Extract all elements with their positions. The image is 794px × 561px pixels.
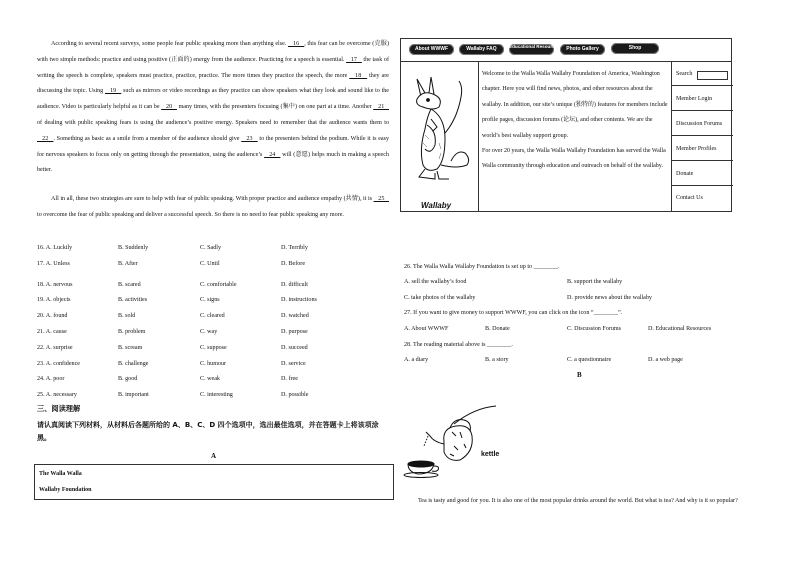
cloze-option: 25. A. necessary: [37, 392, 77, 398]
sidebar-member-login[interactable]: Member Login: [672, 88, 733, 111]
cloze-paragraph-1: [37, 37, 389, 179]
section-instruction: 请认真阅读下列材料，从材料后各题所给的 A、B、C、D 四个选项中，选出最佳选项，并在答题卡上将该项涂黑。: [37, 421, 379, 442]
cloze-text: will (意愿) helps much in making a speech better.: [37, 151, 389, 174]
cloze-option: 24. A. poor: [37, 376, 65, 382]
cloze-text: of dealing with public speaking fears is using the audience’s positive energy. Speakers need to remember that the audience wants them to: [37, 119, 389, 126]
section-heading: 三、阅读理解: [37, 404, 81, 413]
cloze-text: many times, with the presenters focusing (集中) on one part at a time. Another: [176, 104, 374, 111]
q27-option-a: A. About WWWF: [404, 326, 449, 332]
cloze-option: B. activities: [118, 297, 148, 303]
cloze-option: C. Until: [200, 261, 220, 267]
cloze-option: C. comfortable: [200, 282, 237, 288]
cloze-option: D. instructions: [281, 297, 317, 303]
cloze-option: B. sold: [118, 313, 136, 319]
cloze-option: D. watched: [281, 313, 309, 319]
cloze-paragraph-2: [37, 192, 389, 224]
cloze-blank: 21: [373, 104, 390, 111]
cloze-option: C. weak: [200, 376, 220, 382]
cloze-text: , this fear can be overcome (克服) with two simple methods: practice and using positive (正面的) energy from the audience. Practicing for a speech is essential.: [37, 41, 390, 63]
cloze-option: C. humour: [200, 361, 227, 367]
search-input[interactable]: [697, 71, 728, 80]
cloze-blank: 18: [349, 72, 368, 79]
cloze-text: According to several recent surveys, some people fear public speaking more than anything else.: [51, 41, 289, 47]
cloze-option: D. Before: [281, 261, 306, 267]
cloze-option: D. difficult: [281, 282, 308, 288]
nav-bar: [401, 39, 731, 62]
q26-option-c: C. take photos of the wallaby: [404, 295, 476, 301]
cloze-text: to the presenters behind the podium. While it is easy for nervous speakers to focus only on getting through the presentation, using the audience’s: [37, 135, 390, 158]
q26-option-d: D. provide news about the wallaby: [567, 295, 652, 301]
q28-option-b: B. a story: [485, 357, 509, 363]
question-28-stem: 28. The reading material above is ________.: [404, 342, 513, 348]
nav-educational-resources[interactable]: Educational Resources: [509, 44, 554, 55]
cloze-option: B. scared: [118, 282, 141, 288]
q27-option-b: B. Donate: [485, 326, 510, 332]
q27-option-d: D. Educational Resources: [648, 326, 712, 332]
cloze-option: 17. A. Unless: [37, 261, 70, 267]
cloze-text: . Something as basic as a smile from a member of the audience should give: [53, 135, 242, 142]
cloze-option: 21. A. cause: [37, 329, 67, 335]
cloze-option: C. suppose: [200, 345, 227, 351]
sidebar-discussion-forums[interactable]: Discussion Forums: [672, 113, 733, 136]
cloze-option: 16. A. Luckily: [37, 245, 73, 251]
cloze-blank: 19: [104, 88, 122, 95]
cloze-option: D. free: [281, 376, 298, 382]
question-26-stem: 26. The Walla Walla Wallaby Foundation is set up to ________.: [404, 264, 560, 270]
wallaby-illustration: [401, 69, 478, 189]
cloze-text: the task of writing the speech is complete, speakers must practice, practice, practice. The more times they practice the speech, the more: [37, 56, 389, 79]
sidebar-search: Search: [672, 63, 733, 86]
foundation-title-box: [34, 464, 394, 500]
cloze-option: B. Suddenly: [118, 245, 149, 251]
cloze-option: D. Terribly: [281, 245, 308, 251]
q27-option-c: C. Discussion Forums: [567, 326, 622, 332]
image-caption: Wallaby: [421, 201, 452, 210]
cloze-option: B. challenge: [118, 361, 149, 367]
cloze-blank: 25: [373, 196, 389, 202]
sidebar-contact-us[interactable]: Contact Us: [676, 195, 703, 201]
website-mockup: [400, 38, 732, 212]
sidebar-member-profiles[interactable]: Member Profiles: [672, 138, 733, 161]
question-27-stem: 27. If you want to give money to support WWWF, you can click on the icon “________”.: [404, 310, 623, 316]
cloze-option: C. way: [200, 329, 218, 335]
cloze-text: to overcome the fear of public speaking and deliver a successful speech. So there is no need to fear public speaking any more.: [37, 211, 344, 218]
sidebar-donate[interactable]: Donate: [672, 163, 733, 186]
kettle-illustration: [404, 402, 504, 478]
cloze-option: B. good: [118, 376, 138, 382]
cloze-option: D. purpose: [281, 329, 308, 335]
cloze-text: All in all, these two strategies are sure to help with fear of public speaking. With proper practice and audience empathy (共情), it is: [51, 196, 374, 202]
box-line-2: Wallaby Foundation: [39, 487, 92, 493]
cloze-option: D. possible: [281, 392, 309, 398]
nav-photo-gallery[interactable]: Photo Gallery: [560, 44, 605, 55]
cloze-blank: 16: [288, 41, 305, 47]
cloze-option: C. signs: [200, 297, 220, 303]
cloze-option: 18. A. nervous: [37, 282, 73, 288]
box-line-1: The Walla Walla: [39, 471, 82, 477]
cloze-option: D. succeed: [281, 345, 308, 351]
q28-option-c: C. a questionnaire: [567, 357, 612, 363]
nav-shop[interactable]: Shop: [611, 43, 659, 54]
cloze-option: D. service: [281, 361, 306, 367]
cloze-blank: 24: [264, 151, 281, 158]
nav-wallaby-faq[interactable]: Wallaby FAQ: [459, 44, 504, 55]
cloze-blank: 23: [241, 135, 258, 142]
cloze-option: B. important: [118, 392, 149, 398]
q28-option-d: D. a web page: [648, 357, 683, 363]
cloze-option: B. After: [118, 261, 138, 267]
nav-about-wwwf[interactable]: About WWWF: [409, 44, 454, 55]
cloze-option: 22. A. surprise: [37, 345, 73, 351]
cloze-blank: 22: [37, 135, 54, 142]
q28-option-a: A. a diary: [404, 357, 429, 363]
cloze-option: 20. A. found: [37, 313, 68, 319]
image-panel: [401, 61, 479, 212]
cloze-option: B. problem: [118, 329, 146, 335]
cloze-text: they are discussing the topic. Using: [37, 72, 389, 95]
cloze-option: C. interesting: [200, 392, 233, 398]
cloze-option: 23. A. confidence: [37, 361, 80, 367]
cloze-option: C. cleared: [200, 313, 225, 319]
cloze-blank: 17: [346, 56, 362, 63]
intro-text: Welcome to the Walla Walla Wallaby Foundation of America, Washington chapter. Here you will find news, photos, and other resources about the wallaby. In addition, our site’s unique (独特的) features for members include profile pages, discussion forums (论坛), and other contents. We are the world’s best wallaby support group. For over 20 years, the Walla Walla Wallaby Foundation has served the Walla Walla community through education and outreach on behalf of the wallaby.: [482, 71, 668, 170]
cloze-option: C. Sadly: [200, 245, 221, 251]
cloze-option: B. scream: [118, 345, 143, 351]
passage-b-label: B: [577, 371, 582, 379]
cloze-text: such as mirrors or video recordings as they practice can show speakers what they look and sound like to the audience. Video is particularly helpful as it can be: [37, 88, 390, 111]
passage-a-label: A: [211, 452, 217, 460]
passage-b-text: Tea is tasty and good for you. It is also one of the most popular drinks around the world. But what is tea? And why is it so popular?: [418, 498, 738, 504]
q26-option-b: B. support the wallaby: [567, 279, 623, 285]
cloze-blank: 20: [161, 104, 177, 111]
q26-option-a: A. sell the wallaby’s food: [404, 279, 467, 285]
kettle-label: kettle: [481, 451, 500, 458]
sidebar: [671, 61, 733, 212]
cloze-option: 19. A. objects: [37, 297, 71, 303]
